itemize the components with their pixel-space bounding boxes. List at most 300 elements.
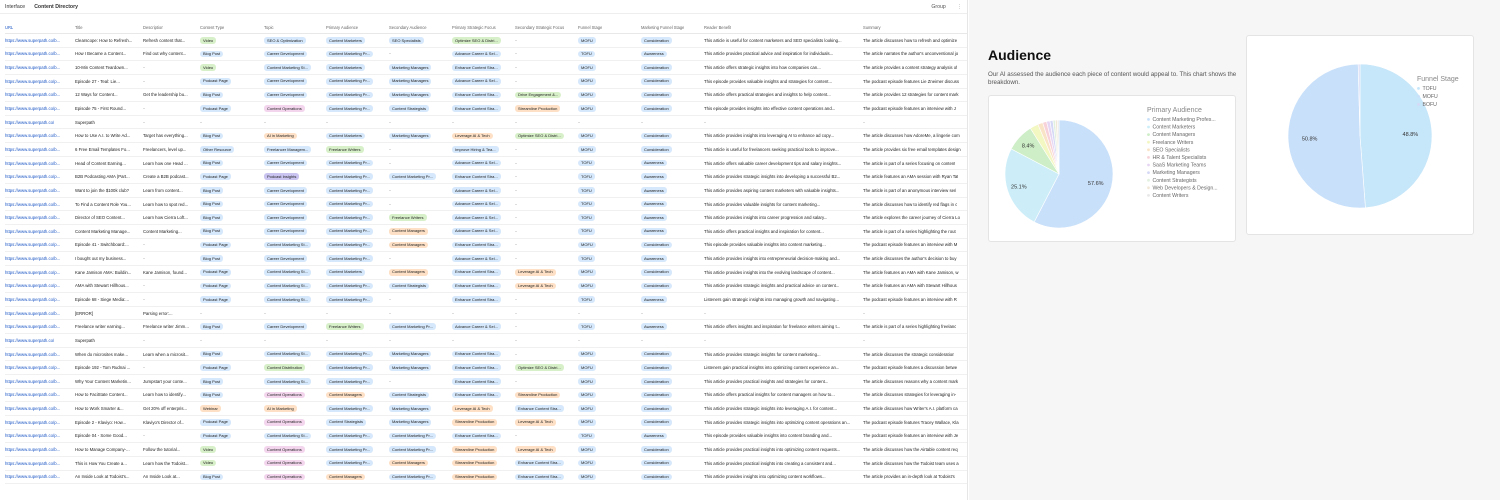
description-cell (143, 48, 195, 61)
legend-item[interactable]: TOFU (1422, 86, 1437, 92)
secondary-strategic-focus-tag: Enhance Content Stra... (515, 460, 564, 467)
primary-strategic-focus-cell (452, 266, 512, 279)
content-type-cell (200, 389, 260, 402)
marketing-funnel-stage-cell (641, 430, 701, 443)
url-cell[interactable] (5, 430, 71, 443)
url-link[interactable]: https://www.superpath.co/p... (5, 283, 61, 289)
column-header-topic[interactable] (264, 22, 324, 33)
legend-swatch (1147, 148, 1150, 151)
funnel-stage-cell (578, 252, 638, 265)
table-row[interactable] (5, 307, 968, 321)
primary-strategic-focus-cell (452, 457, 512, 470)
title-text: 12 Ways for Content... (75, 92, 118, 98)
legend-item[interactable]: SaaS Marketing Teams (1152, 162, 1207, 169)
table-row[interactable] (5, 61, 968, 75)
url-link[interactable]: https://www.superpath.co/b... (5, 133, 61, 139)
url-cell[interactable] (5, 143, 71, 156)
primary-audience-tag: Content Marketing Pr... (326, 105, 373, 112)
marketing-funnel-stage-cell (641, 239, 701, 252)
primary-audience-tag: Content Marketers (326, 133, 365, 140)
summary-text: The article is part of an anonymous interview seri (863, 187, 957, 193)
column-header-marketing-funnel-stage[interactable] (641, 22, 701, 33)
reader-benefit-text: This article offers practical insights for content managers on how to... (704, 392, 835, 398)
secondary-audience-cell (389, 198, 449, 211)
url-cell[interactable] (5, 361, 71, 374)
column-header-content-type[interactable] (200, 22, 260, 33)
reader-benefit-cell (704, 75, 859, 88)
url-link[interactable]: https://www.superpath.co/p... (5, 174, 61, 180)
legend-swatch (1147, 126, 1150, 129)
url-cell[interactable] (5, 307, 71, 320)
content-type-cell (200, 402, 260, 415)
url-link[interactable]: https://www.superpath.co/ (5, 119, 55, 125)
primary-audience-tag: Content Marketing Pr... (326, 460, 373, 467)
legend-item[interactable]: Content Writers (1152, 193, 1189, 199)
description-text: Learn how one Head ... (143, 160, 188, 166)
column-header-primary-strategic-focus[interactable] (452, 22, 512, 33)
title-text: Episode 2 - Klaviyo: How... (75, 419, 127, 425)
description-cell (143, 430, 195, 443)
table-row[interactable] (5, 184, 968, 198)
topic-cell (264, 184, 324, 197)
title-text: How I Became a Content... (75, 51, 127, 57)
column-header-primary-audience[interactable] (326, 22, 386, 33)
reader-benefit-text: This article provides insights into entrepreneurial decision-making and... (704, 256, 841, 262)
marketing-funnel-stage-cell (641, 280, 701, 293)
funnel-stage-tag: TOFU (578, 201, 595, 208)
secondary-strategic-focus-text: – (515, 51, 518, 57)
summary-text: The article is part of a series highlighting freelanc (863, 324, 957, 330)
reader-benefit-cell (704, 307, 859, 320)
url-link[interactable]: https://www.superpath.co/b... (5, 351, 61, 357)
content-type-cell (200, 129, 260, 142)
url-link[interactable]: https://www.superpath.co/p... (5, 365, 61, 371)
primary-audience-cell (326, 443, 386, 456)
table-row[interactable] (5, 48, 968, 62)
url-link[interactable]: https://www.superpath.co/b... (5, 160, 61, 166)
url-link[interactable]: https://www.superpath.co/p... (5, 242, 61, 248)
content-type-tag: Other Resource (200, 146, 234, 153)
description-cell (143, 307, 195, 320)
table-row[interactable] (5, 443, 968, 457)
content-type-cell (200, 239, 260, 252)
table-row[interactable] (5, 416, 968, 430)
column-header-secondary-strategic-focus[interactable] (515, 22, 575, 33)
audience-panel (969, 0, 1500, 500)
primary-strategic-focus-cell (452, 61, 512, 74)
topic-tag: AI in Marketing (264, 405, 297, 412)
primary-audience-text: – (326, 119, 329, 125)
primary-strategic-focus-tag: Improve Hiring & Tea... (452, 146, 499, 153)
secondary-audience-tag: Content Marketing Pr... (389, 323, 436, 330)
reader-benefit-cell (704, 348, 859, 361)
primary-strategic-focus-text: – (452, 119, 455, 125)
summary-text: The article discusses how Writer's A.I. platform ca (863, 406, 958, 412)
primary-audience-cell (326, 225, 386, 238)
secondary-strategic-focus-tag: Optimize SEO & Distri... (515, 364, 564, 371)
topic-cell (264, 170, 324, 183)
description-text: Target has everything... (143, 133, 188, 139)
table-row[interactable] (5, 170, 968, 184)
url-cell[interactable] (5, 34, 71, 47)
table-row[interactable] (5, 361, 968, 375)
secondary-audience-cell (389, 443, 449, 456)
table-row[interactable] (5, 157, 968, 171)
url-cell[interactable] (5, 471, 71, 484)
topic-cell (264, 239, 324, 252)
secondary-audience-tag: Content Managers (389, 460, 428, 467)
funnel-stage-tag: MOFU (578, 364, 596, 371)
primary-audience-text: – (326, 310, 329, 316)
table-row[interactable] (5, 402, 968, 416)
url-cell[interactable] (5, 280, 71, 293)
table-row[interactable] (5, 252, 968, 266)
url-link[interactable]: https://www.superpath.co/b... (5, 187, 61, 193)
secondary-strategic-focus-tag: Leverage AI & Tech (515, 269, 556, 276)
secondary-strategic-focus-text: – (515, 160, 518, 166)
url-cell[interactable] (5, 402, 71, 415)
title-text: Superpath (75, 337, 95, 343)
reader-benefit-cell (704, 116, 859, 129)
topic-tag: Content Marketing St... (264, 242, 311, 249)
legend-swatch (1147, 133, 1150, 136)
legend-item[interactable]: Content Marketers (1152, 124, 1196, 131)
secondary-strategic-focus-cell (515, 157, 575, 170)
table-row[interactable] (5, 89, 968, 103)
primary-audience-tag: Content Marketing Pr... (326, 242, 373, 249)
url-cell[interactable] (5, 157, 71, 170)
summary-text: The article discusses the author's decision to buy (863, 256, 957, 262)
title-cell (75, 307, 139, 320)
url-cell[interactable] (5, 416, 71, 429)
url-cell[interactable] (5, 389, 71, 402)
marketing-funnel-stage-tag: Consideration (641, 146, 672, 153)
url-cell[interactable] (5, 266, 71, 279)
primary-audience-cell (326, 266, 386, 279)
marketing-funnel-stage-cell (641, 61, 701, 74)
table-row[interactable] (5, 280, 968, 294)
title-text: Want to join the $100k club? (75, 187, 130, 193)
primary-audience-cell (326, 252, 386, 265)
table-row[interactable] (5, 293, 968, 307)
legend-item[interactable]: SEO Specialists (1152, 147, 1190, 154)
url-link[interactable]: https://www.superpath.co/p... (5, 419, 61, 425)
marketing-funnel-stage-cell (641, 157, 701, 170)
table-row[interactable] (5, 75, 968, 89)
marketing-funnel-stage-tag: Consideration (641, 269, 672, 276)
legend-swatch (1417, 103, 1420, 106)
table-row[interactable] (5, 457, 968, 471)
reader-benefit-cell (704, 416, 859, 429)
secondary-audience-cell (389, 361, 449, 374)
funnel-stage-cell (578, 89, 638, 102)
primary-audience-tag: Content Marketing Pr... (326, 187, 373, 194)
primary-audience-tag: Content Marketing Pr... (326, 51, 373, 58)
breadcrumb-interface[interactable]: Interface (5, 3, 26, 10)
url-link[interactable]: https://www.superpath.co/b... (5, 406, 61, 412)
url-link[interactable]: https://www.superpath.co/b... (5, 146, 61, 152)
description-text: Learn how the Todoist... (143, 460, 189, 466)
description-cell (143, 211, 195, 224)
legend-item[interactable]: Web Developers & Design... (1152, 185, 1218, 192)
table-row[interactable] (5, 389, 968, 403)
topic-cell (264, 48, 324, 61)
reader-benefit-text: This episode provides valuable insights into content branding and... (704, 433, 833, 439)
secondary-audience-text: – (389, 160, 392, 166)
primary-audience-tag: Content Marketing Pr... (326, 283, 373, 290)
primary-strategic-focus-cell (452, 211, 512, 224)
table-row[interactable] (5, 198, 968, 212)
primary-audience-card (988, 95, 1236, 242)
url-cell[interactable] (5, 239, 71, 252)
legend-swatch (1147, 171, 1150, 174)
reader-benefit-cell (704, 211, 859, 224)
title-text: How to FaciState Content... (75, 392, 128, 398)
url-link[interactable]: https://www.superpath.co/ (5, 337, 55, 343)
content-type-cell (200, 416, 260, 429)
secondary-audience-cell (389, 129, 449, 142)
marketing-funnel-stage-tag: Consideration (641, 133, 672, 140)
url-cell[interactable] (5, 443, 71, 456)
secondary-audience-tag: Marketing Managers (389, 64, 431, 71)
topic-cell (264, 75, 324, 88)
breadcrumb-content-directory[interactable]: Content Directory (34, 3, 78, 10)
funnel-stage-tag: TOFU (578, 296, 595, 303)
column-header-summary[interactable] (863, 22, 968, 33)
reader-benefit-cell (704, 389, 859, 402)
secondary-audience-cell (389, 252, 449, 265)
legend-item[interactable]: Freelance Writers (1152, 139, 1194, 146)
url-cell[interactable] (5, 293, 71, 306)
primary-strategic-focus-tag: Enhance Content Stra... (452, 64, 501, 71)
url-cell[interactable] (5, 334, 71, 347)
marketing-funnel-stage-cell (641, 293, 701, 306)
marketing-funnel-stage-tag: Consideration (641, 378, 672, 385)
primary-strategic-focus-tag: Streamline Production (452, 446, 497, 453)
url-cell[interactable] (5, 170, 71, 183)
pie-slice-tofu[interactable] (1360, 64, 1432, 208)
legend-item[interactable]: Content Strategists (1152, 177, 1197, 184)
primary-audience-cell (326, 361, 386, 374)
primary-audience-cell (326, 375, 386, 388)
legend-swatch (1147, 118, 1150, 121)
secondary-strategic-focus-tag: Streamline Production (515, 105, 560, 112)
url-cell[interactable] (5, 116, 71, 129)
column-header-funnel-stage[interactable] (578, 22, 638, 33)
table-row[interactable] (5, 320, 968, 334)
secondary-strategic-focus-cell (515, 348, 575, 361)
description-cell (143, 348, 195, 361)
url-link[interactable]: https://www.superpath.co/b... (5, 474, 61, 480)
secondary-strategic-focus-text: – (515, 78, 518, 84)
summary-text: The article discusses how AdoreMe, a lingerie com (863, 133, 960, 139)
primary-audience-cell (326, 416, 386, 429)
primary-strategic-focus-cell (452, 334, 512, 347)
topic-tag: Content Operations (264, 419, 305, 426)
column-header-description[interactable] (143, 22, 195, 33)
secondary-audience-tag: Marketing Managers (389, 133, 431, 140)
content-type-cell (200, 280, 260, 293)
table-row[interactable] (5, 266, 968, 280)
title-cell (75, 239, 139, 252)
reader-benefit-text: – (704, 119, 707, 125)
url-link[interactable]: https://www.superpath.co/b... (5, 201, 61, 207)
table-row[interactable] (5, 471, 968, 485)
legend-item[interactable]: HR & Talent Specialists (1152, 155, 1207, 161)
legend-title: Funnel Stage (1417, 76, 1459, 83)
topic-cell (264, 402, 324, 415)
description-cell (143, 389, 195, 402)
title-text: Head of Content Earning... (75, 160, 126, 166)
column-header-label: Title (75, 25, 83, 30)
funnel-stage-tag: MOFU (578, 37, 596, 44)
table-row[interactable] (5, 430, 968, 444)
url-cell[interactable] (5, 61, 71, 74)
reader-benefit-cell (704, 157, 859, 170)
secondary-audience-text: – (389, 337, 392, 343)
url-cell[interactable] (5, 89, 71, 102)
group-button[interactable]: Group (931, 3, 946, 10)
url-cell[interactable] (5, 75, 71, 88)
funnel-stage-text: – (578, 337, 581, 343)
table-row[interactable] (5, 334, 968, 348)
secondary-audience-cell (389, 184, 449, 197)
url-link[interactable]: https://www.superpath.co/b... (5, 392, 61, 398)
url-cell[interactable] (5, 198, 71, 211)
secondary-strategic-focus-tag: Streamline Production (515, 392, 560, 399)
url-cell[interactable] (5, 102, 71, 115)
url-link[interactable]: https://www.superpath.co/p... (5, 269, 61, 275)
legend-item[interactable]: BOFU (1422, 102, 1437, 108)
summary-text: The podcast episode features an interview with Je (863, 433, 959, 439)
topic-tag: Career Development (264, 255, 307, 262)
url-link[interactable]: https://www.superpath.co/b... (5, 37, 61, 43)
topic-cell (264, 89, 324, 102)
url-link[interactable]: https://www.superpath.co/b... (5, 256, 61, 262)
url-cell[interactable] (5, 320, 71, 333)
legend-item[interactable]: Content Managers (1152, 132, 1196, 139)
url-link[interactable]: https://www.superpath.co/b... (5, 228, 61, 234)
legend-item[interactable]: MOFU (1422, 94, 1438, 100)
summary-text: The podcast episode features a discussion betwe (863, 365, 958, 371)
primary-audience-cell (326, 402, 386, 415)
primary-strategic-focus-cell (452, 430, 512, 443)
reader-benefit-text: This article provides valuable insights for content marketing... (704, 201, 821, 207)
url-link[interactable]: https://www.superpath.co/b... (5, 92, 61, 98)
column-header-secondary-audience[interactable] (389, 22, 449, 33)
table-row[interactable] (5, 239, 968, 253)
reader-benefit-cell (704, 143, 859, 156)
legend-item[interactable]: Marketing Managers (1152, 170, 1200, 177)
url-link[interactable]: https://www.superpath.co/b... (5, 447, 61, 453)
url-link[interactable]: https://www.superpath.co/b... (5, 460, 61, 466)
table-row[interactable] (5, 129, 968, 143)
title-cell (75, 320, 139, 333)
url-link[interactable]: https://www.superpath.co/p... (5, 296, 61, 302)
url-link[interactable]: https://www.superpath.co/p... (5, 433, 61, 439)
summary-cell (863, 198, 968, 211)
marketing-funnel-stage-cell (641, 416, 701, 429)
description-cell (143, 198, 195, 211)
primary-strategic-focus-cell (452, 239, 512, 252)
funnel-stage-cell (578, 457, 638, 470)
column-header-title[interactable] (75, 22, 139, 33)
table-row[interactable] (5, 211, 968, 225)
url-link[interactable]: https://www.superpath.co/b... (5, 378, 61, 384)
more-options-icon[interactable]: ⋮ (956, 3, 962, 10)
summary-cell (863, 361, 968, 374)
topic-cell (264, 334, 324, 347)
url-link[interactable]: https://www.superpath.co/p... (5, 78, 61, 84)
url-link[interactable]: https://www.superpath.co/b... (5, 65, 61, 71)
marketing-funnel-stage-tag: Consideration (641, 364, 672, 371)
table-row[interactable] (5, 348, 968, 362)
table-row[interactable] (5, 116, 968, 130)
legend-item[interactable]: Content Marketing Profes... (1152, 117, 1216, 123)
description-cell (143, 334, 195, 347)
reader-benefit-cell (704, 402, 859, 415)
url-cell[interactable] (5, 348, 71, 361)
funnel-stage-tag: TOFU (578, 323, 595, 330)
content-type-tag: Blog Post (200, 255, 223, 262)
table-row[interactable] (5, 34, 968, 48)
table-row[interactable] (5, 375, 968, 389)
url-cell[interactable] (5, 457, 71, 470)
table-row[interactable] (5, 143, 968, 157)
url-link[interactable]: https://www.superpath.co/b... (5, 51, 61, 57)
content-type-cell (200, 320, 260, 333)
column-header-url[interactable] (5, 22, 71, 33)
pie-slice-mofu[interactable] (1288, 64, 1365, 208)
table-row[interactable] (5, 102, 968, 116)
url-cell[interactable] (5, 129, 71, 142)
url-cell[interactable] (5, 48, 71, 61)
primary-strategic-focus-tag: Enhance Content Stra... (452, 296, 501, 303)
column-header-label: Marketing Funnel Stage (641, 25, 685, 30)
primary-strategic-focus-cell (452, 48, 512, 61)
url-cell[interactable] (5, 211, 71, 224)
secondary-strategic-focus-tag: Enhance Content Stra... (515, 474, 564, 481)
url-link[interactable]: https://www.superpath.co/b... (5, 310, 61, 316)
content-type-cell (200, 334, 260, 347)
primary-strategic-focus-cell (452, 361, 512, 374)
url-link[interactable]: https://www.superpath.co/b... (5, 324, 61, 330)
summary-cell (863, 457, 968, 470)
primary-audience-tag: Content Marketers (326, 37, 365, 44)
funnel-stage-cell (578, 225, 638, 238)
table-row[interactable] (5, 225, 968, 239)
column-header-reader-benefit[interactable] (704, 22, 859, 33)
secondary-audience-cell (389, 430, 449, 443)
funnel-stage-cell (578, 443, 638, 456)
url-cell[interactable] (5, 184, 71, 197)
url-cell[interactable] (5, 225, 71, 238)
content-type-cell (200, 375, 260, 388)
url-link[interactable]: https://www.superpath.co/b... (5, 215, 61, 221)
primary-audience-cell (326, 116, 386, 129)
secondary-strategic-focus-text: – (515, 351, 518, 357)
url-link[interactable]: https://www.superpath.co/p... (5, 106, 61, 112)
funnel-stage-cell (578, 34, 638, 47)
summary-cell (863, 416, 968, 429)
summary-cell (863, 402, 968, 415)
legend-swatch (1417, 87, 1420, 90)
url-cell[interactable] (5, 252, 71, 265)
content-table (5, 22, 968, 484)
url-cell[interactable] (5, 375, 71, 388)
funnel-stage-tag: TOFU (578, 173, 595, 180)
summary-cell (863, 157, 968, 170)
